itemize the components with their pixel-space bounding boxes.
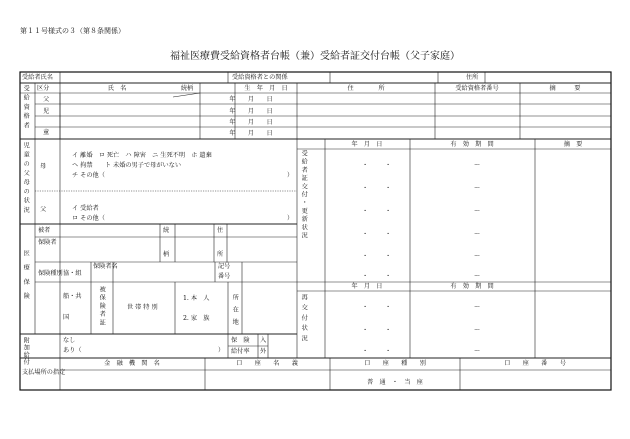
date-dot: ・ [362,304,369,311]
delivery-remarks-header: 摘 要 [563,141,583,148]
mother-reason-line2: ヘ 拘禁 ト 未婚の男子で母がいない [72,162,182,169]
insured-label: 被者 [38,227,51,234]
date-dot: ・ [385,327,392,334]
child-reason-side-label: 児童の父母の状況 [22,142,30,216]
insurer-name-label: 保険者名 [93,263,118,270]
mother-label: 母 [40,163,47,170]
date-dot: ・ [385,253,392,260]
birthdate-cell: 年 月 日 [229,119,273,126]
bank-side-label: 支払場所の指定 [22,369,66,376]
period-tilde: ～ [474,327,481,334]
location-label: 所在地 [231,294,239,331]
period-tilde: ～ [474,273,481,280]
father-reason-line2: ロ その他（ [72,215,105,222]
number-label: 番号 [218,273,231,280]
reissue-period-header: 有 効 期 間 [450,283,494,290]
account-number-header: 口 座 番 号 [504,360,566,367]
period-tilde: ～ [474,162,481,169]
date-dot: ・ [385,273,392,280]
date-dot: ・ [362,185,369,192]
period-tilde: ～ [474,253,481,260]
paren-close: ） [287,215,294,222]
mother-reason-line3: チ その他（ [72,172,105,179]
date-dot: ・ [362,253,369,260]
option-self: 1. 本 人 [183,295,210,302]
account-type-header: 口 座 種 別 [364,360,426,367]
period-tilde: ～ [474,304,481,311]
supplement-yes: あり（ [63,347,82,354]
qualified-side-label: 受給資格者 [22,85,30,131]
period-tilde: ～ [474,208,481,215]
form-note: 第１１号様式の３（第８条関係） [20,27,125,35]
account-type-options: 普 通 ・ 当 座 [367,379,423,386]
delivery-period-header: 有 効 期 間 [450,141,494,148]
row-label: 父 [43,96,50,103]
father-reason-line1: イ 受給者 [72,205,99,212]
reissue-side-label: 再交付状況 [300,294,308,345]
paren-close: ） [218,347,225,354]
date-dot: ・ [362,273,369,280]
zokugara-label: 続 [163,227,170,234]
row-label: 児 [43,108,50,115]
birthdate-cell: 年 月 日 [229,108,273,115]
date-dot: ・ [385,185,392,192]
relation-label: 受給資格者との関係 [232,74,288,81]
pay-rate-label: 給付率 [231,348,250,355]
out-label: 外 [260,348,267,355]
kubun-header: 区分 [37,85,50,92]
option-family: 2. 家 族 [183,315,210,322]
reissue-date-header: 年 月 日 [351,283,383,290]
date-dot: ・ [362,327,369,334]
bank-name-header: 金 融 機 関 名 [104,360,160,367]
period-tilde: ～ [474,231,481,238]
insured-person-label: 被保険者証 [98,286,106,327]
date-dot: ・ [385,162,392,169]
date-dot: ・ [362,348,369,355]
account-holder-header: 口 座 名 義 [236,360,298,367]
supplement-side-label: 附加給付 [22,337,30,366]
date-dot: ・ [385,304,392,311]
insurance-in-label: 保 険 [231,337,250,344]
page-title: 福祉医療費受給資格者台帳（兼）受給者証交付台帳（父子家庭） [170,51,460,62]
place-label: 所 [217,251,224,258]
date-dot: ・ [385,231,392,238]
symbol-label: 記号 [218,263,231,270]
row-label: 童 [43,129,50,136]
insurer-label: 保険者 [38,239,57,246]
date-dot: ・ [385,208,392,215]
date-dot: ・ [362,208,369,215]
gara-label: 柄 [163,251,170,258]
date-dot: ・ [362,162,369,169]
birthdate-cell: 年 月 日 [229,96,273,103]
delivery-date-header: 年 月 日 [351,141,383,148]
period-tilde: ～ [474,348,481,355]
insurer-kind-3: 国 [63,314,70,321]
zokugara-header: 続柄 [180,85,194,92]
period-tilde: ～ [474,185,481,192]
recipient-name-label: 受給者氏名 [22,74,53,81]
insurance-side-label: 医療保険 [22,250,30,307]
insurer-kind-2: 船・共 [63,293,82,300]
address-header: 住 所 [347,85,385,92]
delivery-side-label: 受給者証交付・更新状況 [300,150,308,241]
paren-close: ） [287,172,294,179]
address-label: 住所 [466,74,479,81]
address-short-label: 住 [217,227,224,234]
birthdate-header: 生 年 月 日 [244,85,288,92]
mother-reason-line1: イ 離婚 ロ 死亡 ハ 障害 ニ 生死不明 ホ 遺棄 [72,152,212,159]
insurance-kind-label: 保険種別 [38,270,63,277]
name-header: 氏 名 [107,85,127,92]
remarks-header: 摘 要 [549,85,581,92]
insurer-kind-1: 協・組 [63,270,82,277]
father-label: 父 [40,206,47,213]
sedai-label: 世 帯 特 別 [127,304,158,311]
date-dot: ・ [362,231,369,238]
birthdate-cell: 年 月 日 [229,130,273,137]
supplement-none: なし [63,337,76,344]
cert-number-header: 受給資格者番号 [455,85,499,92]
in-label: 入 [260,337,267,344]
date-dot: ・ [385,348,392,355]
